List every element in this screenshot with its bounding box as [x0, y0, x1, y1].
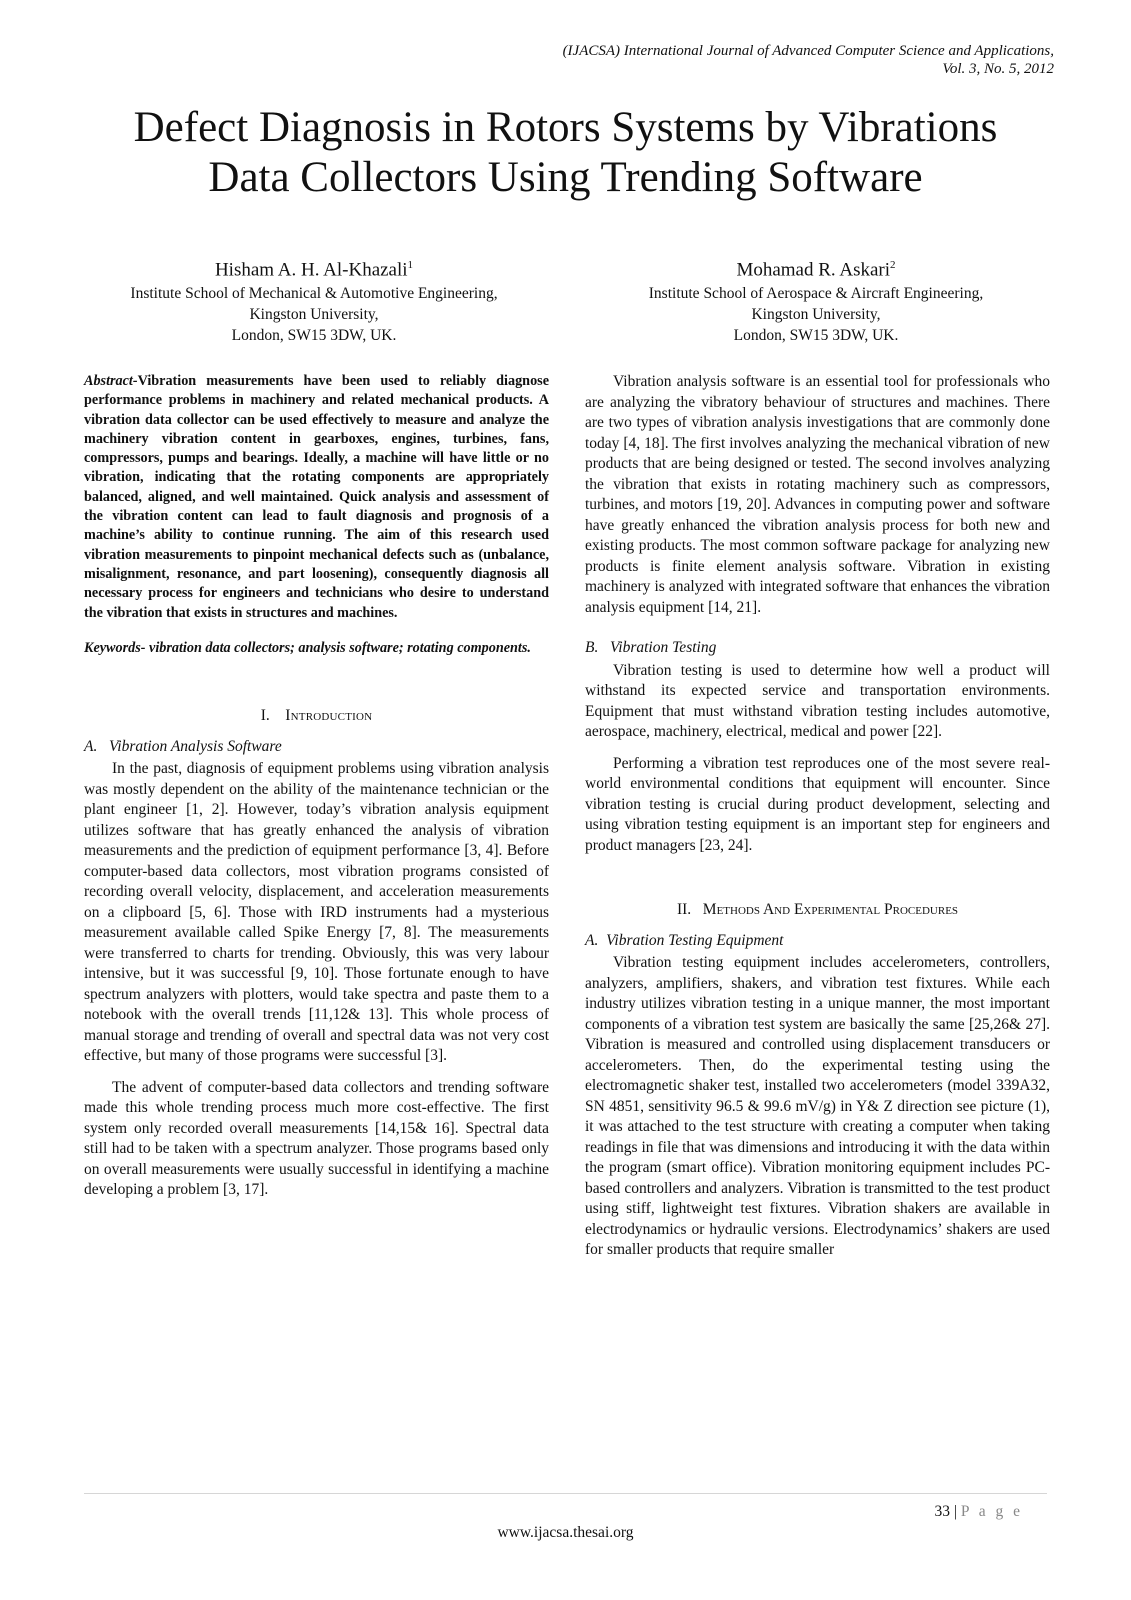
journal-name: (IJACSA) International Journal of Advanced Computer Science and Applications, [562, 43, 1054, 59]
paragraph: Vibration analysis software is an essential tool for professionals who are analyzing the vibratory behaviour of structures and machines. There are two types of vibration analysis investigations that are commonly done today [4, 18]. The first involves analyzing the mechanical vibration of new products that are being designed or tested. The second involves analyzing the vibration that exists in rotating machinery such as compressors, turbines, and motors [19, 20]. Advances in computing power and software have greatly enhanced the vibration analysis process for both new and existing products. The most common software package for analyzing new products is finite element analysis software. Vibration in existing machinery is analyzed with integrated software that enhances the vibration analysis equipment [14, 21]. [585, 373, 1050, 616]
author-address-2: London, SW15 3DW, UK. [733, 327, 899, 345]
paragraph: In the past, diagnosis of equipment problems using vibration analysis was mostly dependent on the ability of the maintenance technician or the plant engineer [1, 2]. However, today’s vibration analysis equipment utilizes software that has greatly enhanced the analysis of vibration measurements and the prediction of equipment performance [3, 4]. Before computer-based data collectors, most vibration programs consisted of recording overall velocity, displacement, and acceleration measurements on a clipboard [5, 6]. Those with IRD instruments had a mysterious measurement available called Spike Energy [7, 8]. The measurements were transferred to charts for trending. Obviously, this was very labour intensive, but it was successful [9, 10]. Those fortunate enough to have spectrum analyzers with plotters, would take spectra and paste them to a notebook with the overall trends [11,12& 13]. This whole process of manual storage and trending of overall and spectral data was not very cost effective, but many of those programs were successful [3]. [84, 760, 549, 1065]
author-name-1: Hisham A. H. Al-Khazali$^1$ [214, 259, 414, 281]
paper-title-line1: Defect Diagnosis in Rotors Systems by Vibrations [133, 104, 998, 151]
author-affiliation-2: Institute School of Aerospace & Aircraft Engineering, [648, 285, 984, 303]
journal-volume: Vol. 3, No. 5, 2012 [942, 61, 1054, 77]
subsection-vibration-analysis-software: A. Vibration Analysis Software [84, 737, 282, 755]
author-university-2: Kingston University, [751, 306, 881, 324]
section-heading-methods: II. Methods And Experimental Procedures [676, 901, 959, 918]
paragraph: Performing a vibration test reproduces one of the most severe real-world environmental conditions that equipment will encounter. Since vibration testing is crucial during product development, selecting and using vibration testing equipment is an important step for engineers and product managers [23, 24]. [585, 754, 1050, 854]
author-address-1: London, SW15 3DW, UK. [231, 327, 397, 345]
paper-title-line2: Data Collectors Using Trending Software [208, 154, 923, 201]
author-affil-mark-1: 1 [407, 259, 414, 271]
left-column [84, 372, 549, 1212]
journal-header [563, 42, 1054, 78]
paragraph: The advent of computer-based data collectors and trending software made this whole trending process much more cost-effective. The first system only recorded overall measurements [14,15& 16]. Spectral data still had to be taken with a spectrum analyzer. Those programs based only on overall measurements were usually successful in identifying a machine developing a problem [3, 17]. [84, 1078, 549, 1199]
subsection-vibration-testing: B. Vibration Testing [585, 639, 717, 656]
author-university-1: Kingston University, [249, 306, 379, 324]
abstract-lead: Abstract- [84, 373, 138, 389]
page-number: 33 | P a g e [934, 1503, 1023, 1520]
section-heading-introduction: I. Introduction [260, 707, 373, 725]
paragraph: Vibration testing is used to determine how well a product will withstand its expected service and transportation environments. Equipment that must withstand vibration testing includes automotive, aerospace, machinery, electrical, medical and power [22]. [585, 661, 1050, 740]
author-block-1 [84, 252, 544, 346]
journal-website: www.ijacsa.thesai.org [497, 1524, 634, 1541]
footer-divider [84, 1493, 1047, 1494]
abstract-text: Vibration measurements have been used to reliably diagnose performance problems in machinery and related mechanical products. A vibration data collector can be used effectively to measure and analyze the machinery vibration content in gearboxes, engines, turbines, fans, compressors, pumps and bearings. Ideally, a machine will have little or no vibration, indicating that the rotating components are appropriately balanced, aligned, and well maintained. Quick analysis and assessment of the vibration content can lead to fault diagnosis and prognosis of a machine’s ability to continue running. The aim of this research used vibration measurements to pinpoint mechanical defects such as (unbalance, misalignment, resonance, and part loosening), consequently diagnosis all necessary process for engineers and technicians who desire to understand the vibration that exists in structures and machines. [84, 373, 549, 621]
author-name-2: Mohamad R. Askari$^2$ [736, 259, 896, 281]
right-column [585, 372, 1050, 1272]
abstract [84, 372, 549, 623]
author-block-2 [586, 252, 1046, 346]
paper-title [60, 103, 1071, 203]
paragraph: Vibration testing equipment includes accelerometers, controllers, analyzers, amplifiers, shakers, and vibration test fixtures. While each industry utilizes vibration testing in a unique manner, the most important components of a vibration test system are basically the same [25,26& 27]. Vibration is measured and controlled using displacement transducers or accelerometers. Then, do the experimental testing using the electromagnetic shaker test, installed two accelerometers (model 339A32, SN 4851, sensitivity 96.5 & 99.6 mV/g) in Y& Z direction see picture (1), it was attached to the test structure with creating a computer when taking readings in file that was dimensions and introducing it with the data within the program (smart office). Vibration monitoring equipment includes PC-based controllers and analyzers. Vibration is transmitted to the test product using stiff, lightweight test fixtures. Vibration shakers are available in electrodynamics or hydraulic versions. Electrodynamics’ shakers are used for smaller products that require smaller [585, 954, 1050, 1258]
author-affiliation-1: Institute School of Mechanical & Automotive Engineering, [130, 285, 498, 303]
subsection-vibration-testing-equipment: A. Vibration Testing Equipment [585, 931, 784, 949]
keywords: Keywords- vibration data collectors; analysis software; rotating components. [84, 639, 531, 656]
author-affil-mark-2: 2 [890, 259, 896, 271]
